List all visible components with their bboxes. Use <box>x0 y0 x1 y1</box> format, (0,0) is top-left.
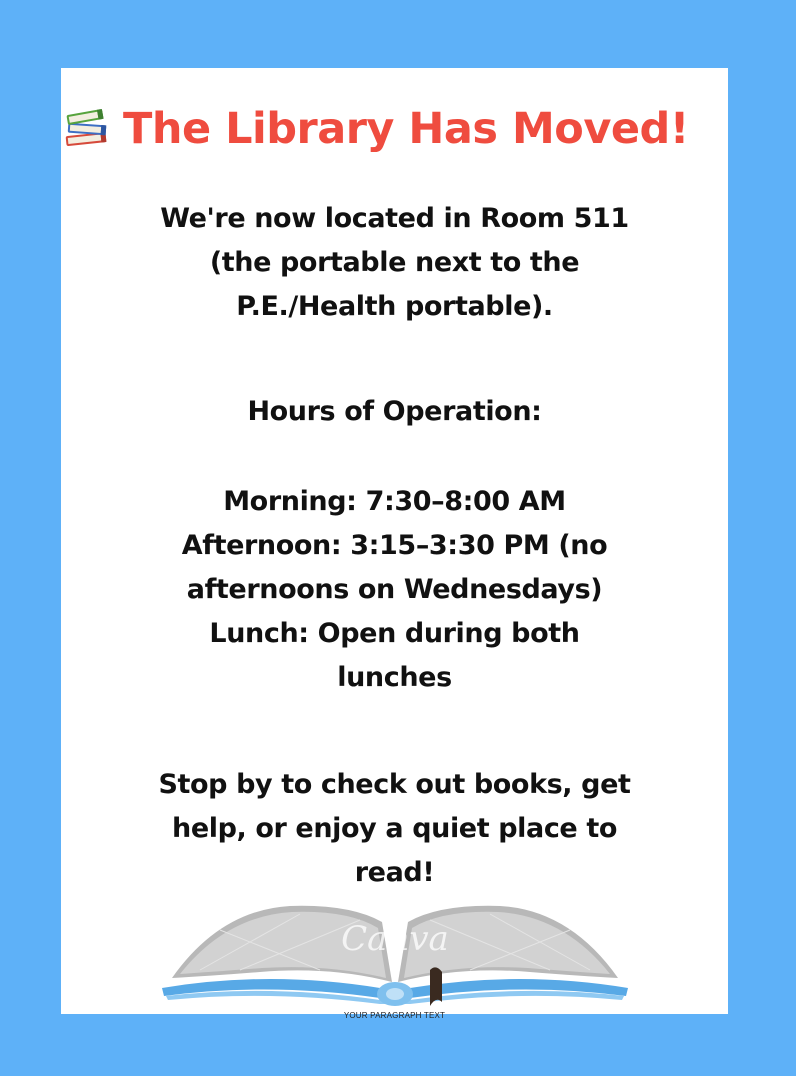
location-line: P.E./Health portable). <box>236 291 553 322</box>
hours-line: Lunch: Open during both <box>209 618 580 649</box>
location-paragraph <box>61 197 728 329</box>
closing-paragraph <box>61 763 728 895</box>
hours-line: lunches <box>337 662 452 693</box>
open-book-illustration <box>160 900 630 1014</box>
closing-line: Stop by to check out books, get <box>158 769 631 800</box>
closing-line: help, or enjoy a quiet place to <box>172 813 617 844</box>
title-row <box>61 94 728 164</box>
canva-watermark: Canva <box>341 919 449 959</box>
location-line: (the portable next to the <box>209 247 580 278</box>
hours-heading: Hours of Operation: <box>247 396 542 427</box>
closing-line: read! <box>354 857 435 888</box>
books-icon <box>63 103 111 151</box>
hours-line: Afternoon: 3:15–3:30 PM (no <box>181 530 608 561</box>
hours-paragraph <box>61 480 728 700</box>
location-line: We're now located in Room 511 <box>160 203 629 234</box>
hours-line: afternoons on Wednesdays) <box>186 574 603 605</box>
hours-line: Morning: 7:30–8:00 AM <box>223 486 566 517</box>
caption-text: YOUR PARAGRAPH TEXT <box>343 1011 446 1020</box>
flyer-card <box>61 68 728 1020</box>
page-title: The Library Has Moved! <box>123 104 689 154</box>
